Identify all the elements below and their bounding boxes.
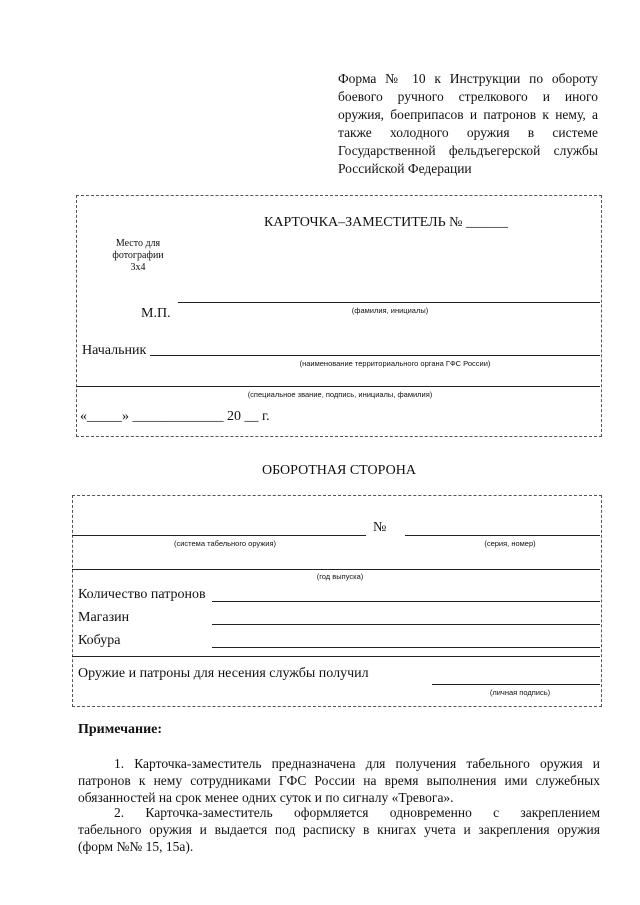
note-paragraph-2 bbox=[78, 804, 600, 855]
note-line: (форм №№ 15, 15а). bbox=[78, 839, 194, 854]
caption-name: (фамилия, инициалы) bbox=[351, 306, 429, 315]
stamp-place-label: М.П. bbox=[141, 306, 171, 321]
header-line: также холодного оружия в системе bbox=[338, 125, 598, 140]
note-line: 2. Карточка-заместитель оформляется одновременно с закреплением bbox=[114, 805, 600, 820]
header-line: Форма № 10 к Инструкции по обороту bbox=[338, 71, 598, 86]
magazine-label: Магазин bbox=[78, 610, 130, 625]
photo-label: Место для bbox=[115, 238, 161, 249]
name-line[interactable] bbox=[178, 302, 600, 303]
caption-rank: (специальное звание, подпись, инициалы, фамилия) bbox=[247, 390, 433, 399]
card-title: КАРТОЧКА–ЗАМЕСТИТЕЛЬ № ______ bbox=[264, 215, 509, 230]
chief-label: Начальник bbox=[82, 343, 147, 358]
date-field[interactable]: «_____» _____________ 20 __ г. bbox=[80, 409, 270, 424]
rank-line[interactable] bbox=[76, 386, 600, 387]
year-line[interactable] bbox=[72, 569, 600, 570]
photo-placeholder bbox=[108, 238, 168, 274]
holster-line[interactable] bbox=[212, 647, 600, 648]
photo-label: 3х4 bbox=[130, 262, 146, 273]
received-label: Оружие и патроны для несения службы получил bbox=[78, 666, 369, 681]
back-side-heading: ОБОРОТНАЯ СТОРОНА bbox=[262, 463, 416, 478]
ammo-count-line[interactable] bbox=[212, 601, 600, 602]
serial-number-line[interactable] bbox=[405, 535, 600, 536]
weapon-system-line[interactable] bbox=[72, 535, 366, 536]
header-line: Российской Федерации bbox=[338, 161, 472, 176]
signature-line[interactable] bbox=[432, 684, 600, 685]
form-reference-header bbox=[338, 70, 598, 178]
note-paragraph-1 bbox=[78, 755, 600, 806]
caption-year: (год выпуска) bbox=[316, 572, 364, 581]
caption-signature: (личная подпись) bbox=[489, 688, 551, 697]
number-sign: № bbox=[373, 520, 387, 535]
org-line[interactable] bbox=[150, 355, 600, 356]
caption-series: (серия, номер) bbox=[484, 539, 536, 548]
notes-title: Примечание: bbox=[78, 722, 163, 737]
photo-label: фотографии bbox=[112, 250, 164, 261]
note-line: обязанностей на срок менее одних суток и по сигналу «Тревога». bbox=[78, 790, 454, 805]
header-line: оружия, боеприпасов и патронов к нему, а bbox=[338, 107, 598, 122]
note-line: табельного оружия и выдается под расписку в книгах учета и закрепления оружия bbox=[78, 822, 600, 837]
note-line: патронов к нему сотрудниками ГФС России на время выполнения ими служебных bbox=[78, 773, 600, 788]
header-line: боевого ручного стрелкового и иного bbox=[338, 89, 598, 104]
note-line: 1. Карточка-заместитель предназначена для получения табельного оружия и bbox=[114, 756, 600, 771]
ammo-count-label: Количество патронов bbox=[78, 587, 206, 602]
caption-system: (система табельного оружия) bbox=[173, 539, 277, 548]
section-divider bbox=[72, 656, 600, 657]
holster-label: Кобура bbox=[78, 633, 121, 648]
magazine-line[interactable] bbox=[212, 624, 600, 625]
caption-org: (наименование территориального органа ГФС России) bbox=[299, 359, 491, 368]
header-line: Государственной фельдъегерской службы bbox=[338, 143, 598, 158]
